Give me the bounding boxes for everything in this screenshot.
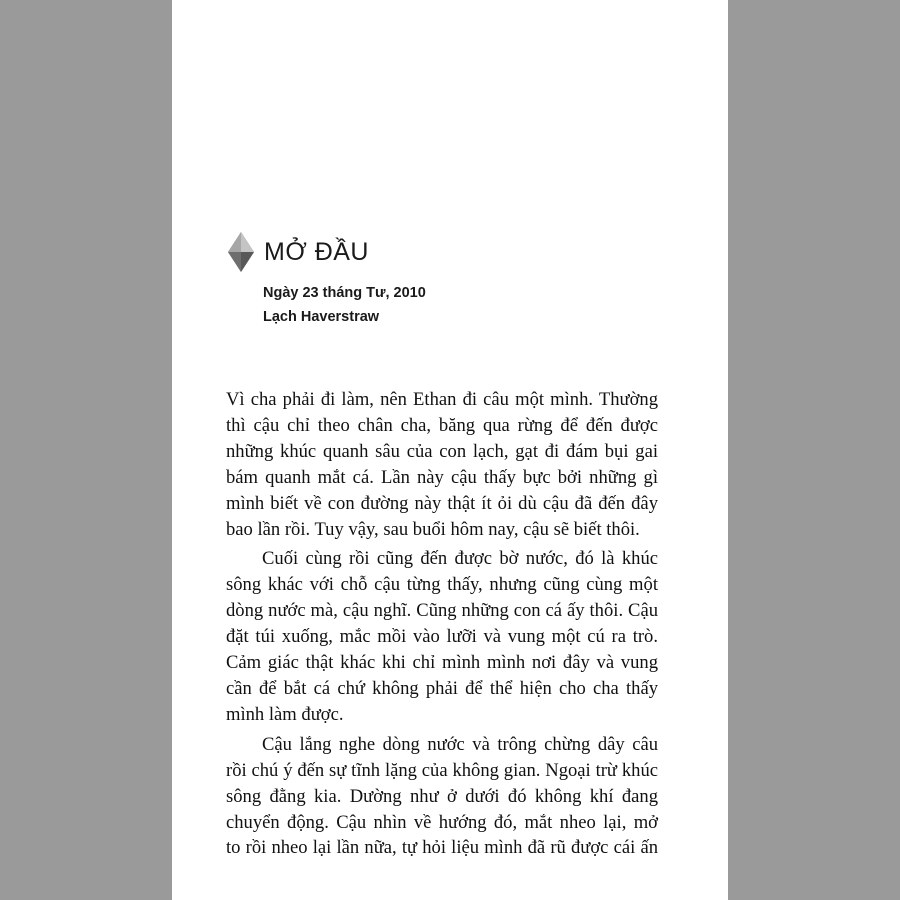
text-line: bám quanh mắt cá. Lần này cậu thấy bực bởi những gì	[226, 466, 658, 488]
text-line: thì cậu chỉ theo chân cha, băng qua rừng để đến được	[226, 414, 658, 436]
text-line: đặt túi xuống, mắc mồi vào lưỡi và vung một cú ra trò.	[226, 626, 658, 648]
text-line: những khúc quanh sâu của con lạch, gạt đi đám bụi gai	[226, 440, 658, 462]
text-line: Vì cha phải đi làm, nên Ethan đi câu một mình. Thường	[226, 389, 658, 410]
paragraph	[226, 387, 658, 542]
diamond-icon	[228, 232, 254, 272]
chapter-title: MỞ ĐẦU	[264, 237, 369, 266]
text-line: bao lần rồi. Tuy vậy, sau buổi hôm nay, cậu sẽ biết thôi.	[226, 518, 640, 540]
text-line: Cảm giác thật khác khi chỉ mình mình nơi đây và vung	[226, 652, 658, 674]
body-text	[226, 387, 658, 865]
paragraph	[226, 546, 658, 727]
chapter-place: Lạch Haverstraw	[263, 309, 380, 325]
book-page	[172, 0, 728, 900]
chapter-meta	[263, 281, 426, 329]
chapter-date: Ngày 23 tháng Tư, 2010	[263, 285, 426, 301]
paragraph	[226, 732, 658, 862]
text-line: rồi chú ý đến sự tĩnh lặng của không gian. Ngoại trừ khúc	[226, 759, 658, 781]
text-line: mình biết về con đường này thật ít ỏi dù cậu đã đến đây	[226, 492, 658, 514]
text-line: mình làm được.	[226, 703, 344, 725]
chapter-heading	[228, 232, 369, 272]
text-line: Cuối cùng rồi cũng đến được bờ nước, đó là khúc	[262, 548, 658, 570]
text-line: sông đằng kia. Dường như ở dưới đó không khí đang	[226, 785, 658, 807]
text-line: to rồi nheo lại lần nữa, tự hỏi liệu mình đã rũ được cái ấn	[226, 837, 658, 859]
text-line: sông khác với chỗ cậu từng thấy, nhưng cũng cùng một	[226, 574, 658, 596]
text-line: dòng nước mà, cậu nghĩ. Cũng những con cá ấy thôi. Cậu	[226, 600, 658, 622]
text-line: cần để bắt cá chứ không phải để thể hiện cho cha thấy	[226, 677, 658, 699]
text-line: chuyển động. Cậu nhìn về hướng đó, mắt nheo lại, mở	[226, 811, 658, 833]
text-line: Cậu lắng nghe dòng nước và trông chừng dây câu	[262, 733, 658, 755]
